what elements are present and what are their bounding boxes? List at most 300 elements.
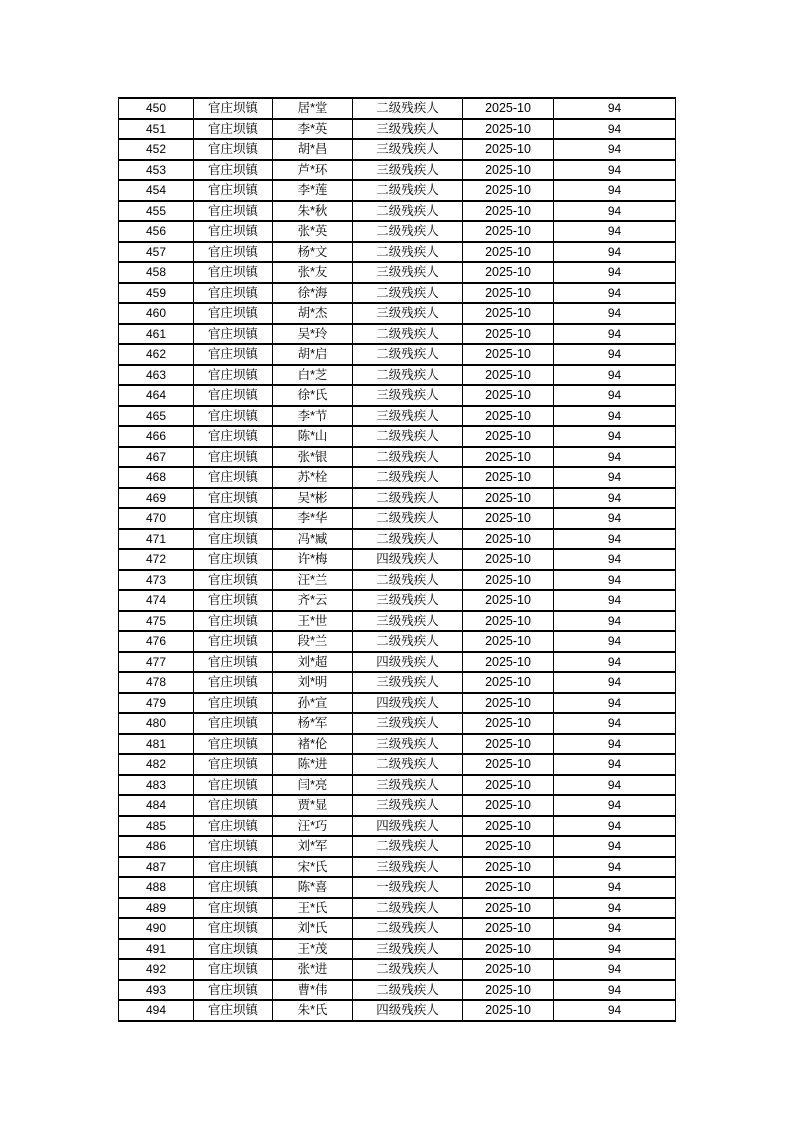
name-cell: 王*氏 — [273, 898, 353, 919]
name-cell: 曹*伟 — [273, 980, 353, 1001]
serial-cell: 485 — [119, 816, 194, 837]
table-row — [119, 324, 676, 345]
subsidy-table-body — [119, 98, 676, 1021]
category-cell: 二级残疾人 — [353, 180, 463, 201]
town-cell: 官庄坝镇 — [194, 242, 273, 263]
category-cell: 二级残疾人 — [353, 631, 463, 652]
serial-cell: 466 — [119, 426, 194, 447]
table-row — [119, 795, 676, 816]
month-cell: 2025-10 — [463, 488, 554, 509]
amount-cell: 94 — [554, 119, 676, 140]
serial-cell: 494 — [119, 1000, 194, 1021]
table-row — [119, 590, 676, 611]
serial-cell: 462 — [119, 344, 194, 365]
serial-cell: 468 — [119, 467, 194, 488]
serial-cell: 481 — [119, 734, 194, 755]
month-cell: 2025-10 — [463, 180, 554, 201]
name-cell: 徐*海 — [273, 283, 353, 304]
amount-cell: 94 — [554, 939, 676, 960]
name-cell: 贾*显 — [273, 795, 353, 816]
name-cell: 段*兰 — [273, 631, 353, 652]
name-cell: 李*华 — [273, 508, 353, 529]
table-row — [119, 631, 676, 652]
category-cell: 二级残疾人 — [353, 221, 463, 242]
serial-cell: 472 — [119, 549, 194, 570]
name-cell: 朱*氏 — [273, 1000, 353, 1021]
category-cell: 二级残疾人 — [353, 201, 463, 222]
table-row — [119, 488, 676, 509]
table-row — [119, 201, 676, 222]
table-row — [119, 119, 676, 140]
table-row — [119, 570, 676, 591]
amount-cell: 94 — [554, 713, 676, 734]
month-cell: 2025-10 — [463, 508, 554, 529]
town-cell: 官庄坝镇 — [194, 570, 273, 591]
serial-cell: 458 — [119, 262, 194, 283]
category-cell: 二级残疾人 — [353, 508, 463, 529]
serial-cell: 471 — [119, 529, 194, 550]
category-cell: 二级残疾人 — [353, 959, 463, 980]
category-cell: 二级残疾人 — [353, 570, 463, 591]
name-cell: 胡*昌 — [273, 139, 353, 160]
town-cell: 官庄坝镇 — [194, 180, 273, 201]
subsidy-table — [118, 97, 676, 1022]
month-cell: 2025-10 — [463, 467, 554, 488]
name-cell: 李*英 — [273, 119, 353, 140]
category-cell: 二级残疾人 — [353, 898, 463, 919]
name-cell: 张*英 — [273, 221, 353, 242]
town-cell: 官庄坝镇 — [194, 488, 273, 509]
serial-cell: 490 — [119, 918, 194, 939]
table-row — [119, 918, 676, 939]
month-cell: 2025-10 — [463, 385, 554, 406]
month-cell: 2025-10 — [463, 980, 554, 1001]
serial-cell: 460 — [119, 303, 194, 324]
amount-cell: 94 — [554, 426, 676, 447]
month-cell: 2025-10 — [463, 344, 554, 365]
amount-cell: 94 — [554, 201, 676, 222]
table-row — [119, 303, 676, 324]
table-row — [119, 467, 676, 488]
table-row — [119, 775, 676, 796]
table-row — [119, 242, 676, 263]
table-row — [119, 857, 676, 878]
category-cell: 三级残疾人 — [353, 160, 463, 181]
serial-cell: 484 — [119, 795, 194, 816]
table-row — [119, 549, 676, 570]
category-cell: 三级残疾人 — [353, 119, 463, 140]
category-cell: 二级残疾人 — [353, 426, 463, 447]
town-cell: 官庄坝镇 — [194, 898, 273, 919]
name-cell: 刘*氏 — [273, 918, 353, 939]
town-cell: 官庄坝镇 — [194, 529, 273, 550]
town-cell: 官庄坝镇 — [194, 652, 273, 673]
month-cell: 2025-10 — [463, 447, 554, 468]
month-cell: 2025-10 — [463, 160, 554, 181]
serial-cell: 489 — [119, 898, 194, 919]
amount-cell: 94 — [554, 857, 676, 878]
month-cell: 2025-10 — [463, 98, 554, 119]
month-cell: 2025-10 — [463, 283, 554, 304]
town-cell: 官庄坝镇 — [194, 713, 273, 734]
category-cell: 二级残疾人 — [353, 98, 463, 119]
category-cell: 四级残疾人 — [353, 1000, 463, 1021]
category-cell: 二级残疾人 — [353, 324, 463, 345]
category-cell: 四级残疾人 — [353, 816, 463, 837]
name-cell: 杨*军 — [273, 713, 353, 734]
month-cell: 2025-10 — [463, 816, 554, 837]
category-cell: 二级残疾人 — [353, 344, 463, 365]
name-cell: 宋*氏 — [273, 857, 353, 878]
town-cell: 官庄坝镇 — [194, 836, 273, 857]
category-cell: 三级残疾人 — [353, 734, 463, 755]
category-cell: 三级残疾人 — [353, 262, 463, 283]
name-cell: 汪*兰 — [273, 570, 353, 591]
serial-cell: 479 — [119, 693, 194, 714]
month-cell: 2025-10 — [463, 139, 554, 160]
category-cell: 二级残疾人 — [353, 529, 463, 550]
category-cell: 一级残疾人 — [353, 877, 463, 898]
name-cell: 张*银 — [273, 447, 353, 468]
table-row — [119, 939, 676, 960]
table-row — [119, 447, 676, 468]
serial-cell: 455 — [119, 201, 194, 222]
name-cell: 刘*明 — [273, 672, 353, 693]
table-row — [119, 816, 676, 837]
amount-cell: 94 — [554, 672, 676, 693]
table-row — [119, 344, 676, 365]
serial-cell: 456 — [119, 221, 194, 242]
serial-cell: 491 — [119, 939, 194, 960]
serial-cell: 487 — [119, 857, 194, 878]
town-cell: 官庄坝镇 — [194, 119, 273, 140]
town-cell: 官庄坝镇 — [194, 672, 273, 693]
town-cell: 官庄坝镇 — [194, 980, 273, 1001]
serial-cell: 461 — [119, 324, 194, 345]
category-cell: 二级残疾人 — [353, 447, 463, 468]
town-cell: 官庄坝镇 — [194, 549, 273, 570]
month-cell: 2025-10 — [463, 201, 554, 222]
town-cell: 官庄坝镇 — [194, 139, 273, 160]
serial-cell: 451 — [119, 119, 194, 140]
month-cell: 2025-10 — [463, 324, 554, 345]
amount-cell: 94 — [554, 139, 676, 160]
name-cell: 张*友 — [273, 262, 353, 283]
category-cell: 三级残疾人 — [353, 611, 463, 632]
amount-cell: 94 — [554, 406, 676, 427]
amount-cell: 94 — [554, 754, 676, 775]
month-cell: 2025-10 — [463, 406, 554, 427]
amount-cell: 94 — [554, 652, 676, 673]
name-cell: 杨*文 — [273, 242, 353, 263]
table-row — [119, 262, 676, 283]
serial-cell: 486 — [119, 836, 194, 857]
amount-cell: 94 — [554, 590, 676, 611]
amount-cell: 94 — [554, 898, 676, 919]
name-cell: 许*梅 — [273, 549, 353, 570]
name-cell: 王*茂 — [273, 939, 353, 960]
month-cell: 2025-10 — [463, 611, 554, 632]
town-cell: 官庄坝镇 — [194, 631, 273, 652]
category-cell: 四级残疾人 — [353, 652, 463, 673]
town-cell: 官庄坝镇 — [194, 262, 273, 283]
town-cell: 官庄坝镇 — [194, 816, 273, 837]
category-cell: 二级残疾人 — [353, 283, 463, 304]
name-cell: 芦*环 — [273, 160, 353, 181]
name-cell: 刘*军 — [273, 836, 353, 857]
category-cell: 三级残疾人 — [353, 672, 463, 693]
serial-cell: 480 — [119, 713, 194, 734]
serial-cell: 450 — [119, 98, 194, 119]
table-row — [119, 160, 676, 181]
name-cell: 徐*氏 — [273, 385, 353, 406]
town-cell: 官庄坝镇 — [194, 877, 273, 898]
month-cell: 2025-10 — [463, 119, 554, 140]
table-row — [119, 426, 676, 447]
serial-cell: 459 — [119, 283, 194, 304]
amount-cell: 94 — [554, 959, 676, 980]
name-cell: 王*世 — [273, 611, 353, 632]
month-cell: 2025-10 — [463, 549, 554, 570]
category-cell: 二级残疾人 — [353, 467, 463, 488]
table-row — [119, 652, 676, 673]
amount-cell: 94 — [554, 795, 676, 816]
amount-cell: 94 — [554, 980, 676, 1001]
category-cell: 二级残疾人 — [353, 754, 463, 775]
month-cell: 2025-10 — [463, 242, 554, 263]
serial-cell: 475 — [119, 611, 194, 632]
month-cell: 2025-10 — [463, 529, 554, 550]
name-cell: 冯*臧 — [273, 529, 353, 550]
amount-cell: 94 — [554, 303, 676, 324]
month-cell: 2025-10 — [463, 262, 554, 283]
amount-cell: 94 — [554, 734, 676, 755]
town-cell: 官庄坝镇 — [194, 365, 273, 386]
category-cell: 二级残疾人 — [353, 980, 463, 1001]
town-cell: 官庄坝镇 — [194, 508, 273, 529]
town-cell: 官庄坝镇 — [194, 959, 273, 980]
name-cell: 李*莲 — [273, 180, 353, 201]
amount-cell: 94 — [554, 242, 676, 263]
name-cell: 居*堂 — [273, 98, 353, 119]
town-cell: 官庄坝镇 — [194, 939, 273, 960]
table-row — [119, 283, 676, 304]
name-cell: 齐*云 — [273, 590, 353, 611]
table-row — [119, 529, 676, 550]
serial-cell: 469 — [119, 488, 194, 509]
town-cell: 官庄坝镇 — [194, 795, 273, 816]
category-cell: 三级残疾人 — [353, 590, 463, 611]
month-cell: 2025-10 — [463, 918, 554, 939]
month-cell: 2025-10 — [463, 836, 554, 857]
serial-cell: 476 — [119, 631, 194, 652]
amount-cell: 94 — [554, 570, 676, 591]
serial-cell: 463 — [119, 365, 194, 386]
name-cell: 刘*超 — [273, 652, 353, 673]
town-cell: 官庄坝镇 — [194, 447, 273, 468]
table-row — [119, 898, 676, 919]
town-cell: 官庄坝镇 — [194, 98, 273, 119]
amount-cell: 94 — [554, 775, 676, 796]
serial-cell: 473 — [119, 570, 194, 591]
town-cell: 官庄坝镇 — [194, 324, 273, 345]
month-cell: 2025-10 — [463, 590, 554, 611]
town-cell: 官庄坝镇 — [194, 344, 273, 365]
month-cell: 2025-10 — [463, 652, 554, 673]
serial-cell: 477 — [119, 652, 194, 673]
serial-cell: 488 — [119, 877, 194, 898]
table-row — [119, 672, 676, 693]
serial-cell: 493 — [119, 980, 194, 1001]
month-cell: 2025-10 — [463, 877, 554, 898]
category-cell: 四级残疾人 — [353, 693, 463, 714]
amount-cell: 94 — [554, 467, 676, 488]
town-cell: 官庄坝镇 — [194, 221, 273, 242]
month-cell: 2025-10 — [463, 1000, 554, 1021]
town-cell: 官庄坝镇 — [194, 467, 273, 488]
name-cell: 陈*山 — [273, 426, 353, 447]
amount-cell: 94 — [554, 816, 676, 837]
town-cell: 官庄坝镇 — [194, 693, 273, 714]
category-cell: 二级残疾人 — [353, 488, 463, 509]
category-cell: 四级残疾人 — [353, 549, 463, 570]
month-cell: 2025-10 — [463, 939, 554, 960]
table-row — [119, 365, 676, 386]
serial-cell: 482 — [119, 754, 194, 775]
table-row — [119, 877, 676, 898]
town-cell: 官庄坝镇 — [194, 283, 273, 304]
table-row — [119, 385, 676, 406]
amount-cell: 94 — [554, 611, 676, 632]
category-cell: 二级残疾人 — [353, 365, 463, 386]
name-cell: 陈*进 — [273, 754, 353, 775]
town-cell: 官庄坝镇 — [194, 857, 273, 878]
name-cell: 李*节 — [273, 406, 353, 427]
amount-cell: 94 — [554, 836, 676, 857]
month-cell: 2025-10 — [463, 754, 554, 775]
town-cell: 官庄坝镇 — [194, 160, 273, 181]
serial-cell: 453 — [119, 160, 194, 181]
month-cell: 2025-10 — [463, 857, 554, 878]
category-cell: 三级残疾人 — [353, 139, 463, 160]
serial-cell: 483 — [119, 775, 194, 796]
name-cell: 陈*喜 — [273, 877, 353, 898]
amount-cell: 94 — [554, 1000, 676, 1021]
amount-cell: 94 — [554, 529, 676, 550]
town-cell: 官庄坝镇 — [194, 1000, 273, 1021]
table-row — [119, 406, 676, 427]
category-cell: 三级残疾人 — [353, 406, 463, 427]
category-cell: 三级残疾人 — [353, 939, 463, 960]
category-cell: 三级残疾人 — [353, 857, 463, 878]
serial-cell: 474 — [119, 590, 194, 611]
table-row — [119, 713, 676, 734]
name-cell: 汪*巧 — [273, 816, 353, 837]
town-cell: 官庄坝镇 — [194, 201, 273, 222]
month-cell: 2025-10 — [463, 959, 554, 980]
town-cell: 官庄坝镇 — [194, 406, 273, 427]
month-cell: 2025-10 — [463, 365, 554, 386]
category-cell: 三级残疾人 — [353, 795, 463, 816]
table-row — [119, 1000, 676, 1021]
name-cell: 吴*彬 — [273, 488, 353, 509]
amount-cell: 94 — [554, 488, 676, 509]
table-row — [119, 980, 676, 1001]
name-cell: 胡*启 — [273, 344, 353, 365]
month-cell: 2025-10 — [463, 672, 554, 693]
table-row — [119, 98, 676, 119]
amount-cell: 94 — [554, 262, 676, 283]
amount-cell: 94 — [554, 385, 676, 406]
town-cell: 官庄坝镇 — [194, 385, 273, 406]
amount-cell: 94 — [554, 180, 676, 201]
table-row — [119, 734, 676, 755]
category-cell: 三级残疾人 — [353, 303, 463, 324]
category-cell: 三级残疾人 — [353, 385, 463, 406]
amount-cell: 94 — [554, 549, 676, 570]
town-cell: 官庄坝镇 — [194, 775, 273, 796]
amount-cell: 94 — [554, 344, 676, 365]
category-cell: 三级残疾人 — [353, 713, 463, 734]
town-cell: 官庄坝镇 — [194, 590, 273, 611]
amount-cell: 94 — [554, 508, 676, 529]
town-cell: 官庄坝镇 — [194, 734, 273, 755]
town-cell: 官庄坝镇 — [194, 303, 273, 324]
table-row — [119, 221, 676, 242]
table-row — [119, 139, 676, 160]
category-cell: 二级残疾人 — [353, 836, 463, 857]
name-cell: 胡*杰 — [273, 303, 353, 324]
amount-cell: 94 — [554, 365, 676, 386]
category-cell: 三级残疾人 — [353, 775, 463, 796]
month-cell: 2025-10 — [463, 713, 554, 734]
name-cell: 白*芝 — [273, 365, 353, 386]
serial-cell: 454 — [119, 180, 194, 201]
month-cell: 2025-10 — [463, 221, 554, 242]
table-row — [119, 611, 676, 632]
amount-cell: 94 — [554, 98, 676, 119]
town-cell: 官庄坝镇 — [194, 611, 273, 632]
amount-cell: 94 — [554, 631, 676, 652]
amount-cell: 94 — [554, 221, 676, 242]
town-cell: 官庄坝镇 — [194, 754, 273, 775]
amount-cell: 94 — [554, 693, 676, 714]
name-cell: 朱*秋 — [273, 201, 353, 222]
serial-cell: 467 — [119, 447, 194, 468]
serial-cell: 452 — [119, 139, 194, 160]
name-cell: 孙*宣 — [273, 693, 353, 714]
month-cell: 2025-10 — [463, 303, 554, 324]
serial-cell: 464 — [119, 385, 194, 406]
amount-cell: 94 — [554, 447, 676, 468]
name-cell: 张*进 — [273, 959, 353, 980]
month-cell: 2025-10 — [463, 570, 554, 591]
amount-cell: 94 — [554, 324, 676, 345]
serial-cell: 465 — [119, 406, 194, 427]
town-cell: 官庄坝镇 — [194, 918, 273, 939]
name-cell: 苏*栓 — [273, 467, 353, 488]
serial-cell: 478 — [119, 672, 194, 693]
month-cell: 2025-10 — [463, 898, 554, 919]
month-cell: 2025-10 — [463, 426, 554, 447]
name-cell: 闫*亮 — [273, 775, 353, 796]
table-row — [119, 836, 676, 857]
category-cell: 二级残疾人 — [353, 242, 463, 263]
serial-cell: 492 — [119, 959, 194, 980]
table-row — [119, 754, 676, 775]
table-row — [119, 693, 676, 714]
name-cell: 褚*伦 — [273, 734, 353, 755]
